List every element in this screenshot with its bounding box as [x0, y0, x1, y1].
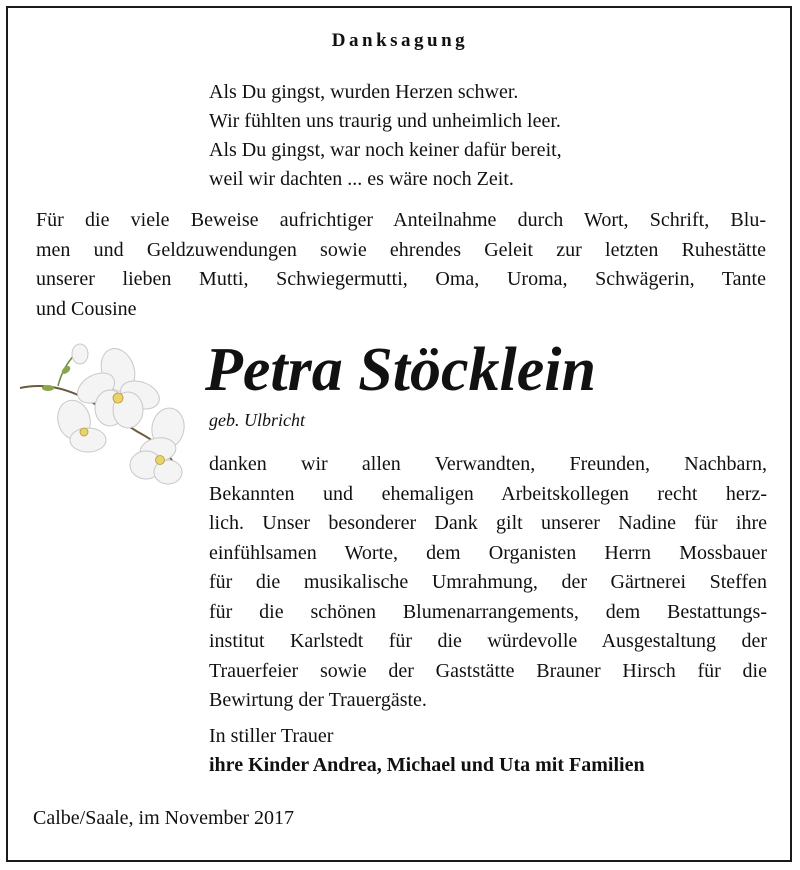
intro-line: unserer lieben Mutti, Schwiegermutti, Oma, Uroma, Schwägerin, Tante [36, 268, 766, 290]
signature-family: ihre Kinder Andrea, Michael und Uta mit Familien [209, 754, 645, 776]
place-date: Calbe/Saale, im November 2017 [33, 807, 295, 829]
thanks-line: lich. Unser besonderer Dank gilt unserer Nadine für ihre [209, 512, 767, 534]
poem-line: Wir fühlten uns traurig und unheimlich leer. [209, 110, 561, 132]
thanks-line: einfühlsamen Worte, dem Organisten Herrn Mossbauer [209, 541, 767, 564]
thanks-paragraph [209, 450, 767, 716]
intro-line: men und Geldzuwendungen sowie ehrendes Geleit zur letzten Ruhestätte [36, 238, 766, 261]
signature-intro: In stiller Trauer [209, 725, 334, 747]
intro-line: Für die viele Beweise aufrichtiger Anteilnahme durch Wort, Schrift, Blu- [36, 209, 766, 231]
orchid-icon [18, 340, 198, 490]
poem-line: weil wir dachten ... es wäre noch Zeit. [209, 168, 514, 190]
thanks-line: danken wir allen Verwandten, Freunden, Nachbarn, [209, 453, 767, 475]
thanks-line: Bekannten und ehemaligen Arbeitskollegen recht herz- [209, 482, 767, 505]
poem [209, 78, 562, 194]
thanks-line: für die musikalische Umrahmung, der Gärtnerei Steffen [209, 571, 767, 593]
thanks-line: Bewirtung der Trauergäste. [209, 689, 427, 711]
deceased-name: Petra Stöcklein [205, 336, 596, 404]
notice-heading: Danksagung [331, 30, 469, 51]
poem-line: Als Du gingst, war noch keiner dafür bereit, [209, 139, 562, 161]
thanks-line: Trauerfeier sowie der Gaststätte Brauner Hirsch für die [209, 659, 767, 682]
thanks-line: institut Karlstedt für die würdevolle Ausgestaltung der [209, 630, 767, 652]
intro-line: und Cousine [36, 297, 137, 320]
maiden-name: geb. Ulbricht [209, 410, 305, 430]
thanks-line: für die schönen Blumenarrangements, dem Bestattungs- [209, 600, 767, 623]
poem-line: Als Du gingst, wurden Herzen schwer. [209, 81, 519, 103]
intro-paragraph [36, 206, 766, 324]
